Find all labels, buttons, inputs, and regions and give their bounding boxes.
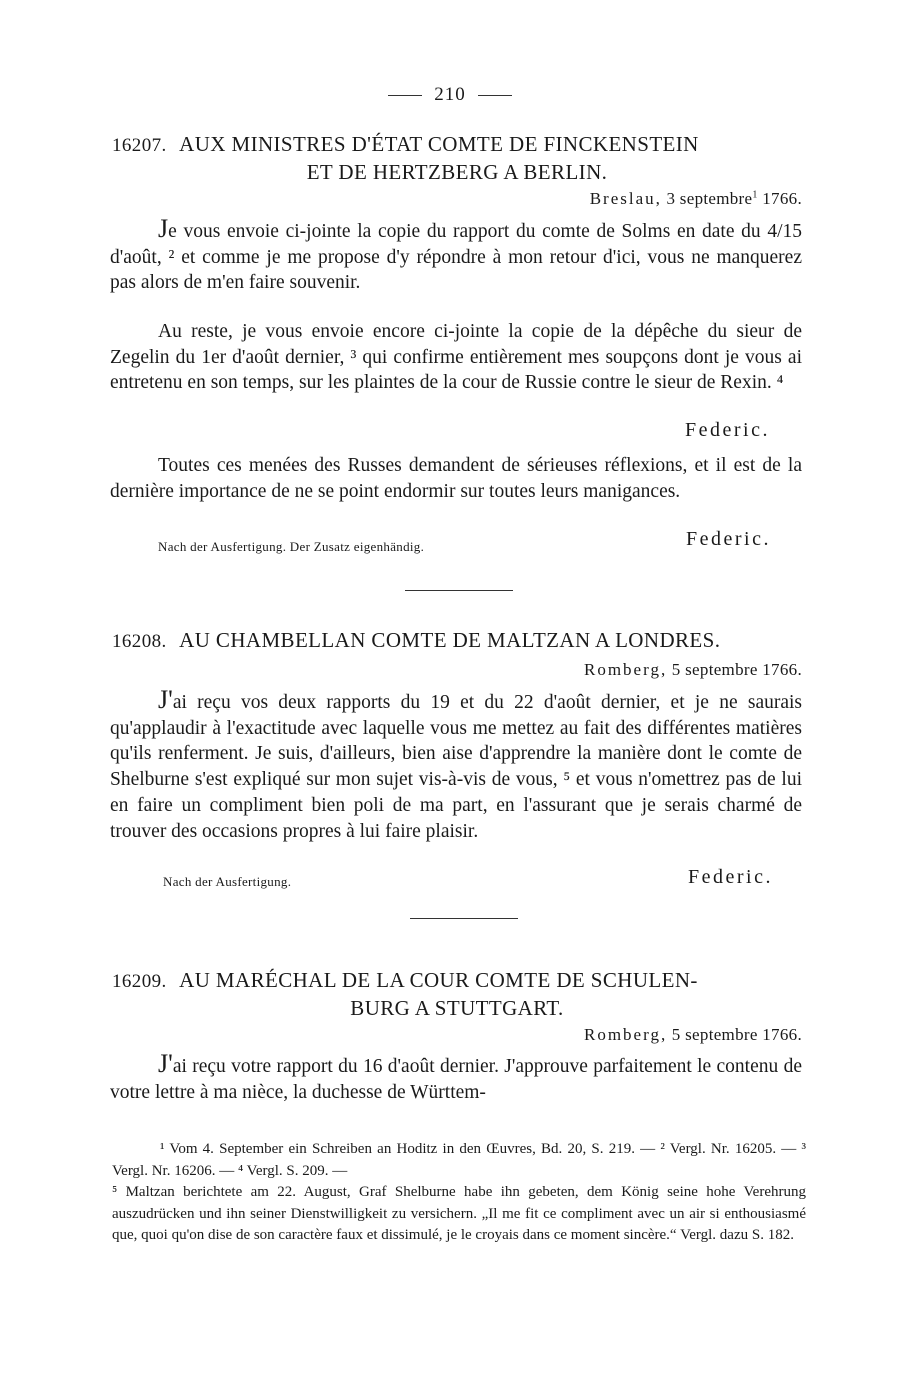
signature: Federic.: [688, 866, 773, 888]
letter-paragraph: J'ai reçu votre rapport du 16 d'août dernier. J'approuve parfaitement le contenu de votre lettre à ma nièce, la duchesse de Württem-: [110, 1049, 802, 1103]
page-number: 210: [0, 84, 900, 106]
signature: Federic.: [686, 528, 771, 550]
letter-number: 16208.: [112, 631, 167, 652]
signature: Federic.: [685, 419, 770, 441]
heading-line-2: ET DE HERTZBERG A BERLIN.: [306, 160, 608, 184]
section-separator: [410, 918, 518, 919]
letter-paragraph: J'ai reçu vos deux rapports du 19 et du 22 d'août dernier, et je ne saurais qu'applaudir à l'exactitude avec laquelle vous me mettez au fait des différentes matières qu'ils renferment. Je suis, d'ailleurs, bien aise d'apprendre la manière dont le comte de Shelburne s'est expliqué sur mon sujet vis-à-vis de vous, ⁵ et vous n'omettrez pas de lui en faire un compliment bien poli de ma part, en l'assurant que je serais charmé de trouver des occasions propres à lui faire plaisir.: [110, 685, 802, 842]
dateline-16209: Romberg, 5 septembre 1766.: [584, 1025, 802, 1044]
letter-number: 16209.: [112, 971, 167, 992]
source-note: Nach der Ausfertigung. Der Zusatz eigenhändig.: [158, 539, 425, 554]
letter-heading-16209: [112, 967, 802, 1021]
dateline-16208: Romberg, 5 septembre 1766.: [584, 660, 802, 679]
letter-heading-16207: [112, 131, 802, 185]
heading-line-1: AU CHAMBELLAN COMTE DE MALTZAN A LONDRES.: [179, 628, 721, 652]
letter-heading-16208: [112, 627, 802, 655]
dateline-16207: Breslau, 3 septembre$^1$ 1766.: [589, 189, 802, 208]
footnotes: [112, 1139, 806, 1247]
letter-number: 16207.: [112, 135, 167, 156]
footnote-block: ⁵ Maltzan berichtete am 22. August, Graf Shelburne habe ihn gebeten, dem König seine hohe Verehrung auszudrücken und ihn seiner Dienstwilligkeit zu versichern. „Il me fit ce compliment avec un air si enthousiasmé que, quoi qu'on dise de son caractère faux et dissimulé, je le croyais dans ce moment sincère.“ Vergl. dazu S. 182.: [112, 1184, 806, 1243]
section-separator: [405, 590, 513, 591]
page-number-dash-right: [478, 95, 512, 96]
letter-paragraph: Au reste, je vous envoie encore ci-jointe la copie de la dépêche du sieur de Zegelin du 1er d'août dernier, ³ qui confirme entièrement mes soupçons dont je vous ai entretenu en son temps, sur les plaintes de la cour de Russie contre le sieur de Rexin. ⁴: [110, 321, 802, 394]
postscript-paragraph: Toutes ces menées des Russes demandent de sérieuses réflexions, et il est de la dernière importance de ne se point endormir sur toutes leurs manigances.: [110, 455, 802, 502]
footnote-block: ¹ Vom 4. September ein Schreiben an Hoditz in den Œuvres, Bd. 20, S. 219. — ² Vergl. Nr. 16205. — ³ Vergl. Nr. 16206. — ⁴ Vergl. S. 209. —: [112, 1141, 806, 1179]
heading-line-1: AUX MINISTRES D'ÉTAT COMTE DE FINCKENSTEIN: [179, 132, 699, 156]
heading-line-2: BURG A STUTTGART.: [350, 996, 564, 1020]
letter-paragraph: Je vous envoie ci-jointe la copie du rapport du comte de Solms en date du 4/15 d'août, ² et comme je me propose d'y répondre à mon retour d'ici, vous ne manquerez pas alors de m'en faire souvenir.: [110, 214, 802, 294]
page-number-dash-left: [388, 95, 422, 96]
heading-line-1: AU MARÉCHAL DE LA COUR COMTE DE SCHULEN-: [179, 968, 698, 992]
source-note: Nach der Ausfertigung.: [163, 874, 292, 889]
